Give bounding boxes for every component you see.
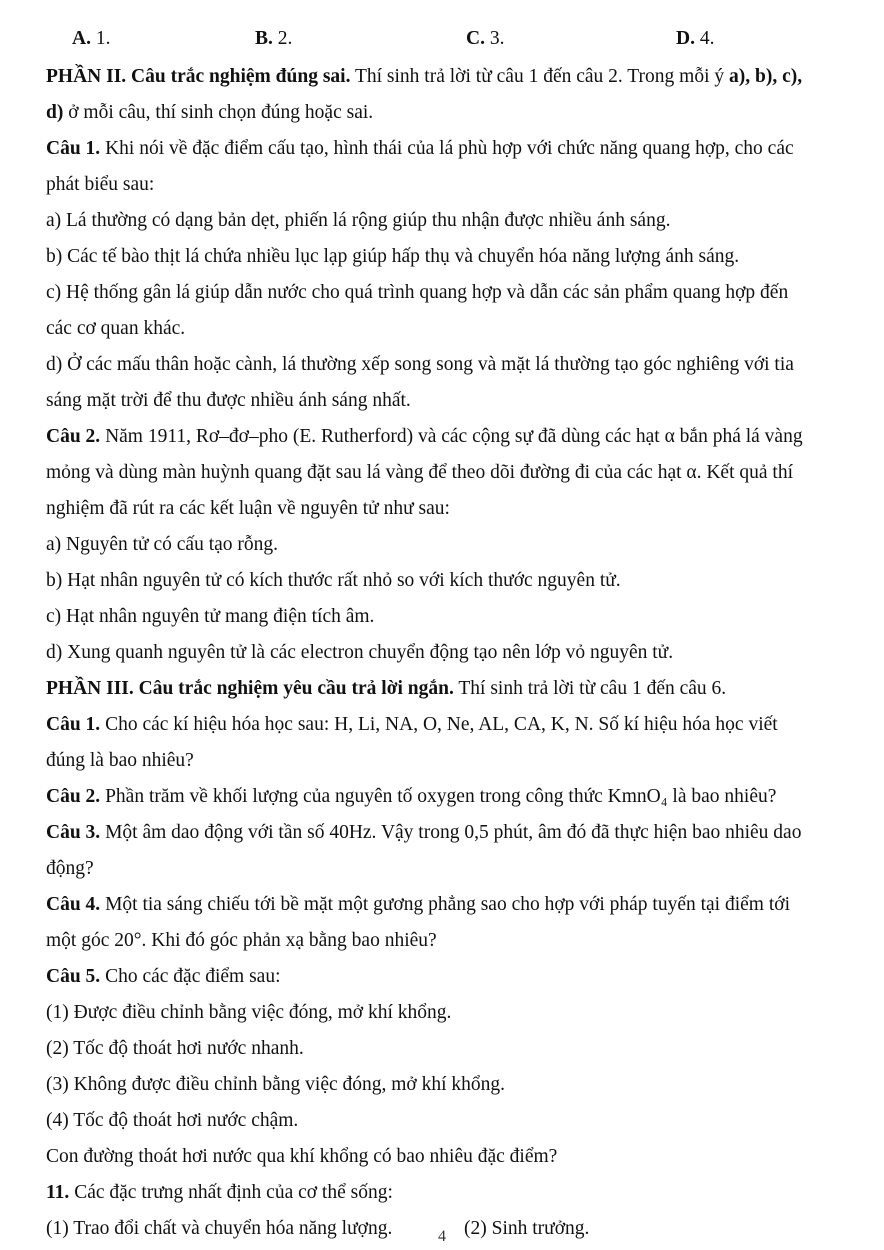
p2-q2-a: a) Nguyên tử có cấu tạo rỗng. [46, 534, 279, 555]
p3-q5-item3: (3) Không được điều chỉnh bằng việc đóng, mở khí khổng. [46, 1074, 506, 1095]
p2-q1-b: b) Các tế bào thịt lá chứa nhiều lục lạp giúp hấp thụ và chuyển hóa năng lượng ánh sáng. [46, 246, 740, 267]
p3-q11-item1: (1) Trao đổi chất và chuyển hóa năng lượng. [46, 1218, 393, 1239]
part2-intro-d: d) [46, 102, 64, 123]
question-label: 11. [46, 1182, 70, 1203]
option-text: 3. [489, 28, 505, 49]
p3-q5-item4: (4) Tốc độ thoát hơi nước chậm. [46, 1110, 299, 1131]
question-text: Cho các đặc điểm sau: [100, 966, 281, 987]
part2-intro-text: Thí sinh trả lời từ câu 1 đến câu 2. Trong mỗi ý [350, 66, 729, 87]
option-d [676, 26, 714, 52]
p2-q1-line2: phát biểu sau: [46, 174, 155, 195]
part3-intro [46, 676, 726, 702]
p3-q5-line1 [46, 964, 281, 990]
p2-q1-c-line1: c) Hệ thống gân lá giúp dẫn nước cho quá trình quang hợp và dẫn các sản phẩm quang hợp đến [46, 282, 789, 303]
p2-q1-line1 [46, 136, 794, 162]
p2-q1-d-line2: sáng mặt trời để thu được nhiều ánh sáng nhất. [46, 390, 411, 411]
option-c [466, 26, 504, 52]
question-label: Câu 4. [46, 894, 101, 915]
p3-q4-line2: một góc 20°. Khi đó góc phản xạ bằng bao nhiêu? [46, 930, 437, 951]
p3-q1-line2: đúng là bao nhiêu? [46, 750, 194, 771]
option-label: C. [466, 28, 485, 49]
question-label: Câu 1. [46, 714, 101, 735]
question-label: Câu 1. [46, 138, 101, 159]
option-label: D. [676, 28, 695, 49]
p3-q2-line1 [46, 784, 776, 810]
question-label: Câu 3. [46, 822, 101, 843]
p2-q2-line1 [46, 424, 803, 450]
option-label: A. [72, 28, 91, 49]
p3-q3-line1 [46, 820, 801, 846]
option-label: B. [255, 28, 273, 49]
question-text: Năm 1911, Rơ–đơ–pho (E. Rutherford) và các cộng sự đã dùng các hạt α bắn phá lá vàng [100, 426, 803, 447]
question-label: Câu 2. [46, 426, 101, 447]
option-text: 1. [95, 28, 111, 49]
p3-q11-line1 [46, 1180, 393, 1206]
question-text: Cho các kí hiệu hóa học sau: H, Li, NA, O, Ne, AL, CA, K, N. Số kí hiệu hóa học viết [100, 714, 778, 735]
option-a [72, 26, 110, 52]
part3-heading: PHẦN III. Câu trắc nghiệm yêu cầu trả lời ngắn. [46, 678, 454, 699]
question-label: Câu 5. [46, 966, 101, 987]
part2-intro-text2: ở mỗi câu, thí sinh chọn đúng hoặc sai. [63, 102, 374, 123]
p3-q3-line2: động? [46, 858, 94, 879]
p3-q5-question: Con đường thoát hơi nước qua khí khổng có bao nhiêu đặc điểm? [46, 1146, 558, 1167]
p2-q1-a: a) Lá thường có dạng bản dẹt, phiến lá rộng giúp thu nhận được nhiều ánh sáng. [46, 210, 671, 231]
p2-q2-line2: mỏng và dùng màn huỳnh quang đặt sau lá vàng để theo dõi đường đi của các hạt α. Kết quả thí [46, 462, 793, 483]
p2-q2-line3: nghiệm đã rút ra các kết luận về nguyên tử như sau: [46, 498, 450, 519]
p3-q1-line1 [46, 712, 778, 738]
question-text: Các đặc trưng nhất định của cơ thể sống: [69, 1182, 393, 1203]
part2-intro-line2 [46, 100, 373, 126]
part3-intro-text: Thí sinh trả lời từ câu 1 đến câu 6. [453, 678, 727, 699]
question-text: Một tia sáng chiếu tới bề mặt một gương phẳng sao cho hợp với pháp tuyến tại điểm tới [100, 894, 790, 915]
p3-q4-line1 [46, 892, 790, 918]
p3-q5-item2: (2) Tốc độ thoát hơi nước nhanh. [46, 1038, 304, 1059]
option-text: 4. [699, 28, 715, 49]
p2-q1-d-line1: d) Ở các mấu thân hoặc cành, lá thường xếp song song và mặt lá thường tạo góc nghiêng với tia [46, 354, 794, 375]
p2-q2-c: c) Hạt nhân nguyên tử mang điện tích âm. [46, 606, 375, 627]
question-text: Khi nói về đặc điểm cấu tạo, hình thái của lá phù hợp với chức năng quang hợp, cho các [100, 138, 794, 159]
p3-q11-item2: (2) Sinh trưởng. [464, 1218, 590, 1239]
question-text: Phần trăm về khối lượng của nguyên tố oxygen trong công thức KmnO₄ là bao nhiêu? [100, 786, 777, 807]
option-b [255, 26, 292, 52]
part2-heading: PHẦN II. Câu trắc nghiệm đúng sai. [46, 66, 351, 87]
part2-intro-line1 [46, 64, 802, 90]
question-label: Câu 2. [46, 786, 101, 807]
p2-q1-c-line2: các cơ quan khác. [46, 318, 186, 339]
p2-q2-b: b) Hạt nhân nguyên tử có kích thước rất nhỏ so với kích thước nguyên tử. [46, 570, 621, 591]
page-number: 4 [438, 1228, 446, 1245]
question-text: Một âm dao động với tần số 40Hz. Vậy trong 0,5 phút, âm đó đã thực hiện bao nhiêu dao [100, 822, 802, 843]
p2-q2-d: d) Xung quanh nguyên tử là các electron chuyển động tạo nên lớp vỏ nguyên tử. [46, 642, 674, 663]
p3-q5-item1: (1) Được điều chỉnh bằng việc đóng, mở khí khổng. [46, 1002, 452, 1023]
option-text: 2. [277, 28, 293, 49]
part2-intro-items: a), b), c), [729, 66, 803, 87]
